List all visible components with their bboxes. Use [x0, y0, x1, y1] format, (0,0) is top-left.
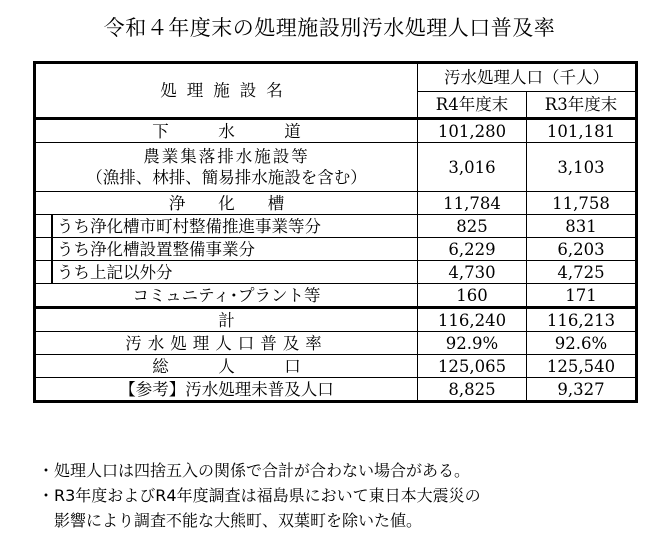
col-r3-header: R3年度末	[527, 92, 637, 119]
col-r4-header: R4年度末	[418, 92, 527, 119]
row-value-r4: 3,016	[418, 143, 527, 192]
facility-header: 処理施設名	[35, 63, 418, 119]
row-value-r3: 11,758	[527, 192, 637, 215]
row-label-coverage-rate: 汚水処理人口普及率	[35, 332, 418, 355]
row-value-r4: 160	[418, 284, 527, 308]
row-label-inset: うち浄化槽設置整備事業分	[51, 238, 417, 260]
row-label-septic-other	[35, 261, 418, 284]
row-label-inset: うち上記以外分	[51, 261, 417, 283]
row-value-r4: 825	[418, 215, 527, 238]
row-value-r3: 171	[527, 284, 637, 308]
row-value-r4: 92.9%	[418, 332, 527, 355]
row-label-total-population: 総 人 口	[35, 355, 418, 378]
row-value-r3: 831	[527, 215, 637, 238]
row-value-r4: 8,825	[418, 378, 527, 402]
row-value-r4: 11,784	[418, 192, 527, 215]
table-row	[35, 192, 637, 215]
row-label-total: 計	[35, 308, 418, 332]
row-value-r4: 101,280	[418, 119, 527, 143]
population-table	[33, 61, 638, 403]
footnote-continuation: 影響により調査不能な大熊町、双葉町を除いた値。	[54, 511, 423, 530]
page-title: 令和４年度末の処理施設別汚水処理人口普及率	[103, 16, 556, 40]
row-label-septic-installation	[35, 238, 418, 261]
row-value-r3: 4,725	[527, 261, 637, 284]
table-row	[35, 355, 637, 378]
row-value-r3: 6,203	[527, 238, 637, 261]
row-value-r3: 9,327	[527, 378, 637, 402]
row-value-r4: 4,730	[418, 261, 527, 284]
table-row	[35, 215, 637, 238]
table-row	[35, 378, 637, 402]
footnote: ・処理人口は四捨五入の関係で合計が合わない場合がある。	[38, 461, 471, 480]
row-label-rural-sub: （漁排、林排、簡易排水施設を含む）	[86, 168, 367, 187]
row-value-r4: 6,229	[418, 238, 527, 261]
row-value-r3: 101,181	[527, 119, 637, 143]
table-header-row	[35, 63, 637, 92]
row-label-inset: うち浄化槽市町村整備推進事業等分	[51, 215, 417, 237]
table-row	[35, 143, 637, 192]
footnotes	[38, 458, 481, 533]
row-label-rural-main: 農業集落排水施設等	[143, 147, 310, 166]
row-value-r3: 3,103	[527, 143, 637, 192]
row-label-community-plant: コミュニティ･プラント等	[35, 284, 418, 308]
table-row	[35, 238, 637, 261]
row-value-r3: 125,540	[527, 355, 637, 378]
row-label-sewer: 下 水 道	[35, 119, 418, 143]
row-value-r4: 125,065	[418, 355, 527, 378]
table-row	[35, 261, 637, 284]
row-label-septic-municipal	[35, 215, 418, 238]
row-label-unserved: 【参考】汚水処理未普及人口	[35, 378, 418, 402]
table-row-total	[35, 308, 637, 332]
population-header: 汚水処理人口（千人）	[418, 63, 637, 92]
row-value-r3: 92.6%	[527, 332, 637, 355]
table-row	[35, 119, 637, 143]
row-label-rural	[35, 143, 418, 192]
footnote: ・R3年度およびR4年度調査は福島県において東日本大震災の	[38, 486, 481, 505]
row-label-septic: 浄 化 槽	[35, 192, 418, 215]
table-row	[35, 332, 637, 355]
row-value-r4: 116,240	[418, 308, 527, 332]
row-value-r3: 116,213	[527, 308, 637, 332]
table-row	[35, 284, 637, 308]
